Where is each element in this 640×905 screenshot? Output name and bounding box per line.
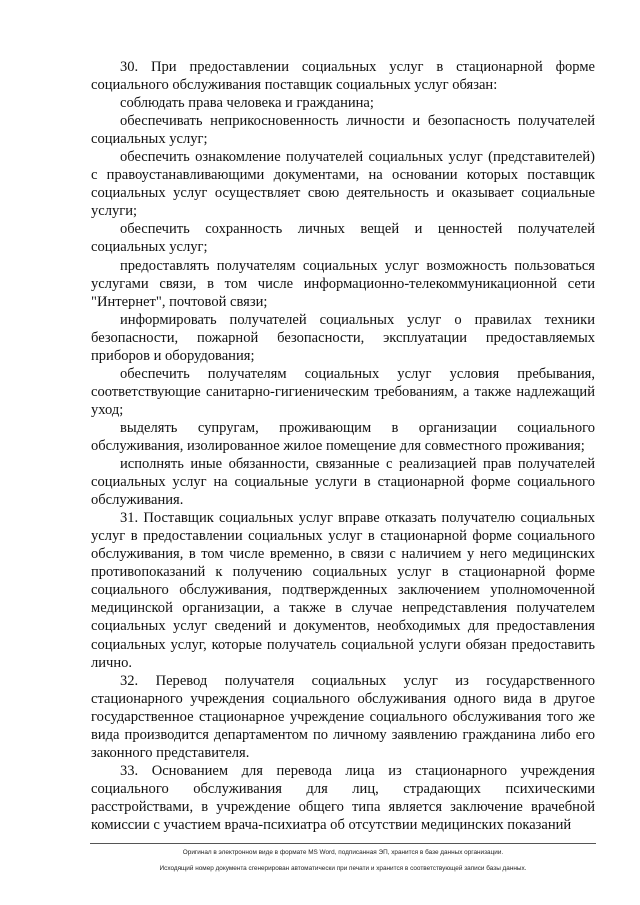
page-footer (90, 843, 596, 873)
paragraph-30-item-4: обеспечить сохранность личных вещей и ценностей получателей социальных услуг; (91, 221, 595, 256)
paragraph-30-item-6: информировать получателей социальных услуг о правилах техники безопасности, пожарной безопасности, эксплуатации предоставляемых приборов и оборудования; (91, 311, 595, 364)
paragraph-30: 30. При предоставлении социальных услуг в стационарной форме социального обслуживания поставщик социальных услуг обязан: (91, 59, 595, 94)
paragraph-30-item-8: выделять супругам, проживающим в организации социального обслуживания, изолированное жилое помещение для совместного проживания; (91, 419, 595, 454)
paragraph-30-item-2: обеспечивать неприкосновенность личности и безопасность получателей социальных услуг; (91, 113, 595, 148)
paragraph-33: 33. Основанием для перевода лица из стационарного учреждения социального обслуживания для лиц, страдающих психическими расстройствами, в учреждение общего типа является заключение врачебной комиссии с участием врача-психиатра об отсутствии медицинских показаний (91, 762, 595, 833)
paragraph-30-item-7: обеспечить получателям социальных услуг условия пребывания, соответствующие санитарно-гигиеническим требованиям, а также надлежащий уход; (91, 365, 595, 418)
paragraph-30-item-3: обеспечить ознакомление получателей социальных услуг (представителей) с правоустанавливающими документами, на основании которых поставщик социальных услуг осуществляет свою деятельность и оказывает социальные услуги; (91, 149, 595, 220)
paragraph-31: 31. Поставщик социальных услуг вправе отказать получателю социальных услуг в предоставлении социальных услуг в стационарной форме социального обслуживания, в том числе временно, в связи с наличием у него медицинских противопоказаний к получению социальных услуг в стационарной форме социального обслуживания, подтвержденных заключением уполномоченной медицинской организации, а также в случае непредставления получателем социальных услуг сведений и документов, необходимых для предоставления социальных услуг, которые получатель социальной услуги обязан предоставить лично. (91, 510, 595, 671)
footer-number-note: Исходящий номер документа сгенерирован автоматически при печати и хранится в соответствующей записи базы данных. (159, 865, 527, 872)
footer-storage-note: Оригинал в электронном виде в формате MS Word, подписанная ЭП, хранится в базе данных организации. (182, 849, 504, 856)
paragraph-30-item-5: предоставлять получателям социальных услуг возможность пользоваться услугами связи, в том числе информационно-телекоммуникационной сети "Интернет", почтовой связи; (91, 257, 595, 310)
paragraph-30-item-1: соблюдать права человека и гражданина; (120, 95, 374, 112)
document-body (91, 58, 595, 834)
paragraph-30-item-9: исполнять иные обязанности, связанные с реализацией прав получателей социальных услуг на социальные услуги в стационарной форме социального обслуживания. (91, 456, 595, 509)
paragraph-32: 32. Перевод получателя социальных услуг из государственного стационарного учреждения социального обслуживания одного вида в другое государственное стационарное учреждение социального обслуживания того же вида производится департаментом по личному заявлению гражданина либо его законного представителя. (91, 672, 595, 761)
